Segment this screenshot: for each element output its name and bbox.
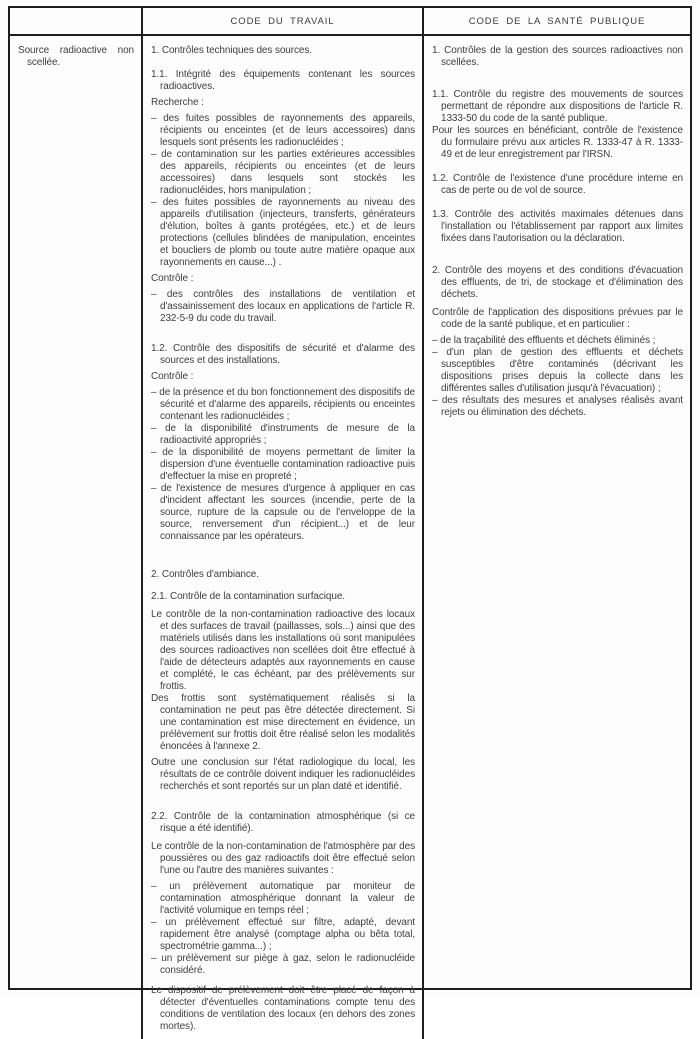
paragraph: Outre une conclusion sur l'état radiologique du local, les résultats de ce contrôle doivent indiquer les radionucléides recherchés et sont reportés sur un plan daté et identifié. xyxy=(151,757,415,792)
list-item: – de la présence et du bon fonctionnement des dispositifs de sécurité et d'alarme des appareils, récipients ou enceintes contenant les radionucléides ; xyxy=(151,387,415,422)
paragraph: Pour les sources en bénéficiant, contrôle de l'existence du formulaire prévu aux articles R. 1333-47 à R. 1333-49 et de leur enregistrement par l'IRSN. xyxy=(432,125,683,160)
row-label-header-empty xyxy=(10,8,141,36)
section-heading: 2.1. Contrôle de la contamination surfacique. xyxy=(151,591,345,602)
list-item: – de l'existence de mesures d'urgence à appliquer en cas d'incident affectant les sources (incendie, perte de la source, rupture de la capsule ou de l'enveloppe de la source, renversement d'un récipient...) et de leur connaissance par les opérateurs. xyxy=(151,483,415,542)
section-heading: 1.2. Contrôle de l'existence d'une procédure interne en cas de perte ou de vol de source. xyxy=(432,173,683,196)
section-heading: 1. Contrôles techniques des sources. xyxy=(151,45,312,56)
section-heading: 1.2. Contrôle des dispositifs de sécurité et d'alarme des sources et des installations. xyxy=(151,343,415,366)
list-item: – de la traçabilité des effluents et déchets éliminés ; xyxy=(432,335,656,346)
paragraph: Le contrôle de la non-contamination de l'atmosphère par des poussières ou des gaz radioactifs doit être effectué selon l'une ou l'autre des manières suivantes : xyxy=(151,841,415,876)
list-item: – un prélèvement effectué sur filtre, adapté, devant rapidement être analysé (comptage alpha ou bêta total, spectrométrie gamma...) ; xyxy=(151,917,415,952)
column-row-label xyxy=(10,8,143,1039)
list-item: – des résultats des mesures et analyses réalisés avant rejets ou élimination des déchets. xyxy=(432,395,683,418)
list-item: – d'un plan de gestion des effluents et déchets susceptibles d'être contaminés (décrivant les dispositions prises depuis la collecte dans les différentes salles d'utilisation jusqu'à l'évacuation) ; xyxy=(432,347,683,394)
paragraph-lead: Contrôle : xyxy=(151,273,194,284)
paragraph: Le contrôle de la non-contamination radioactive des locaux et des surfaces de travail (paillasses, sols...) ainsi que des matériels utilisés dans les installations où sont manipulées des sources radioactives non scellées doit être effectué à l'aide de détecteurs adaptés aux rayonnements en cause et complété, le cas échéant, par des prélèvements sur frottis. xyxy=(151,609,415,692)
section-heading: 2. Contrôle des moyens et des conditions d'évacuation des effluents, de tri, de stockage et d'élimination des déchets. xyxy=(432,265,683,300)
section-heading: 2. Contrôles d'ambiance. xyxy=(151,569,259,580)
column-header-sante: CODE DE LA SANTÉ PUBLIQUE xyxy=(424,8,690,36)
section-heading: 1.1. Contrôle du registre des mouvements de sources permettant de répondre aux dispositions de l'article R. 1333-50 du code de la santé publique. xyxy=(432,89,683,124)
section-heading: 1. Contrôles de la gestion des sources radioactives non scellées. xyxy=(432,45,683,68)
paragraph: Des frottis sont systématiquement réalisés si la contamination ne peut pas être détectée directement. Si une contamination est mise directement en évidence, un prélèvement sur frottis doit être réalisé selon les modalités énoncées à l'annexe 2. xyxy=(151,693,415,752)
list-item: – de contamination sur les parties extérieures accessibles des appareils, récipients ou enceintes (et de leurs accessoires) dans lesquels sont stockés les radionucléides, hors manipulation ; xyxy=(151,149,415,196)
list-item: – des fuites possibles de rayonnements des appareils, récipients ou enceintes (et de leurs accessoires) dans lesquels sont présents les radionucléides ; xyxy=(151,113,415,148)
paragraph: Contrôle de l'application des dispositions prévues par le code de la santé publique, et en particulier : xyxy=(432,307,683,330)
list-item: – un prélèvement automatique par moniteur de contamination atmosphérique donnant la valeur de l'activité volumique en temps réel ; xyxy=(151,881,415,916)
column-code-du-travail xyxy=(143,8,424,1039)
column-code-sante-publique xyxy=(424,8,690,1039)
list-item: – des fuites possibles de rayonnements au niveau des appareils d'utilisation (injecteurs, transferts, générateurs d'élution, boîtes à gants protégées, etc.) et de leurs protections (cellules blindées de manipulation, enceintes et boucliers de plomb ou toute autre matière opaque aux rayonnements en cause...) . xyxy=(151,197,415,268)
row-label-text: Source radioactive non scellée. xyxy=(18,45,134,68)
list-item: – de la disponibilité d'instruments de mesure de la radioactivité appropriés ; xyxy=(151,423,415,446)
travail-body xyxy=(143,36,422,1039)
section-heading: 2.2. Contrôle de la contamination atmosphérique (si ce risque a été identifié). xyxy=(151,811,415,834)
sante-body xyxy=(424,36,690,1039)
list-item: – des contrôles des installations de ventilation et d'assainissement des locaux en applications de l'article R. 232-5-9 du code du travail. xyxy=(151,289,415,324)
section-heading: 1.3. Contrôle des activités maximales détenues dans l'installation ou l'établissement par rapport aux limites fixées dans l'autorisation ou la déclaration. xyxy=(432,209,683,244)
section-heading: 1.1. Intégrité des équipements contenant les sources radioactives. xyxy=(151,69,415,92)
paragraph-lead: Recherche : xyxy=(151,97,204,108)
row-label-body xyxy=(10,36,141,1039)
list-item: – de la disponibilité de moyens permettant de limiter la dispersion d'une éventuelle contamination radioactive puis d'effectuer la mise en propreté ; xyxy=(151,447,415,482)
paragraph-lead: Contrôle : xyxy=(151,371,194,382)
paragraph: Le dispositif de prélèvement doit être placé de façon à détecter d'éventuelles contaminations compte tenu des conditions de ventilation des locaux (en dehors des zones mortes). xyxy=(151,985,415,1032)
column-header-travail: CODE DU TRAVAIL xyxy=(143,8,422,36)
list-item: – un prélèvement sur piège à gaz, selon le radionucléide considéré. xyxy=(151,953,415,976)
regulatory-table xyxy=(8,6,692,1032)
